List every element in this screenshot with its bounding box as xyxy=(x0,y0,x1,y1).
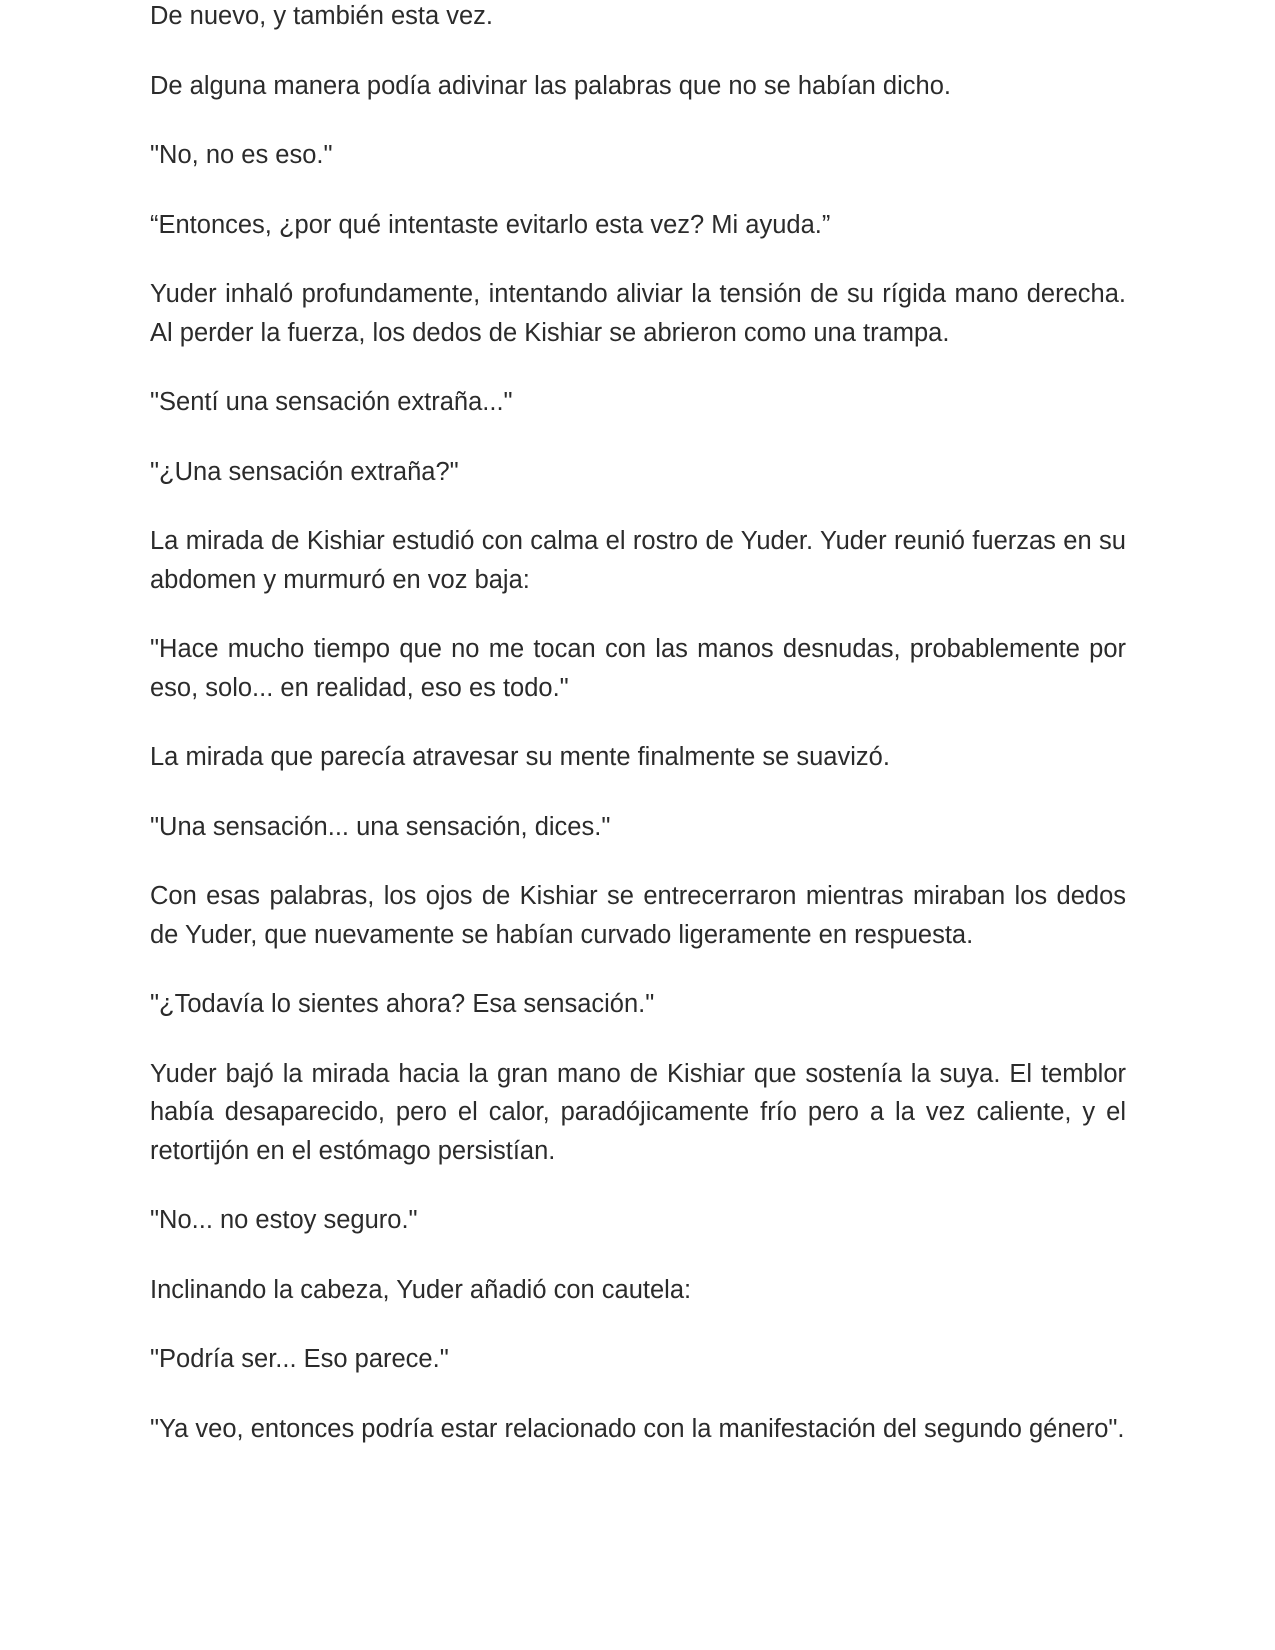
paragraph: "No, no es eso." xyxy=(150,141,333,169)
paragraph: Con esas palabras, los ojos de Kishiar se entrecerraron mientras miraban los dedos de Yuder, que nuevamente se habían curvado ligeramente en respuesta. xyxy=(150,882,1126,949)
paragraph: "Podría ser... Eso parece." xyxy=(150,1345,449,1373)
paragraph: De nuevo, y también esta vez. xyxy=(150,2,494,30)
paragraph: Yuder inhaló profundamente, intentando aliviar la tensión de su rígida mano derecha. Al perder la fuerza, los dedos de Kishiar se abrieron como una trampa. xyxy=(150,280,1126,347)
paragraph: "¿Una sensación extraña?" xyxy=(150,457,459,486)
document-page xyxy=(150,0,1126,1479)
paragraph: "No... no estoy seguro." xyxy=(150,1206,418,1234)
paragraph: Inclinando la cabeza, Yuder añadió con cautela: xyxy=(150,1275,692,1304)
paragraph: La mirada que parecía atravesar su mente finalmente se suavizó. xyxy=(150,743,890,771)
paragraph: "Una sensación... una sensación, dices." xyxy=(150,812,611,841)
paragraph: "Ya veo, entonces podría estar relacionado con la manifestación del segundo género". xyxy=(150,1414,1125,1443)
paragraph: La mirada de Kishiar estudió con calma el rostro de Yuder. Yuder reunió fuerzas en su abdomen y murmuró en voz baja: xyxy=(150,527,1126,594)
paragraph: "¿Todavía lo sientes ahora? Esa sensación." xyxy=(150,990,655,1018)
paragraph: De alguna manera podía adivinar las palabras que no se habían dicho. xyxy=(150,71,951,100)
paragraph: Yuder bajó la mirada hacia la gran mano de Kishiar que sostenía la suya. El temblor había desaparecido, pero el calor, paradójicamente frío pero a la vez caliente, y el retortijón en el estómago persistían. xyxy=(150,1059,1126,1165)
paragraph: "Hace mucho tiempo que no me tocan con las manos desnudas, probablemente por eso, solo... en realidad, eso es todo." xyxy=(150,635,1126,702)
paragraph: "Sentí una sensación extraña..." xyxy=(150,388,513,416)
paragraph: “Entonces, ¿por qué intentaste evitarlo esta vez? Mi ayuda.” xyxy=(150,210,831,239)
